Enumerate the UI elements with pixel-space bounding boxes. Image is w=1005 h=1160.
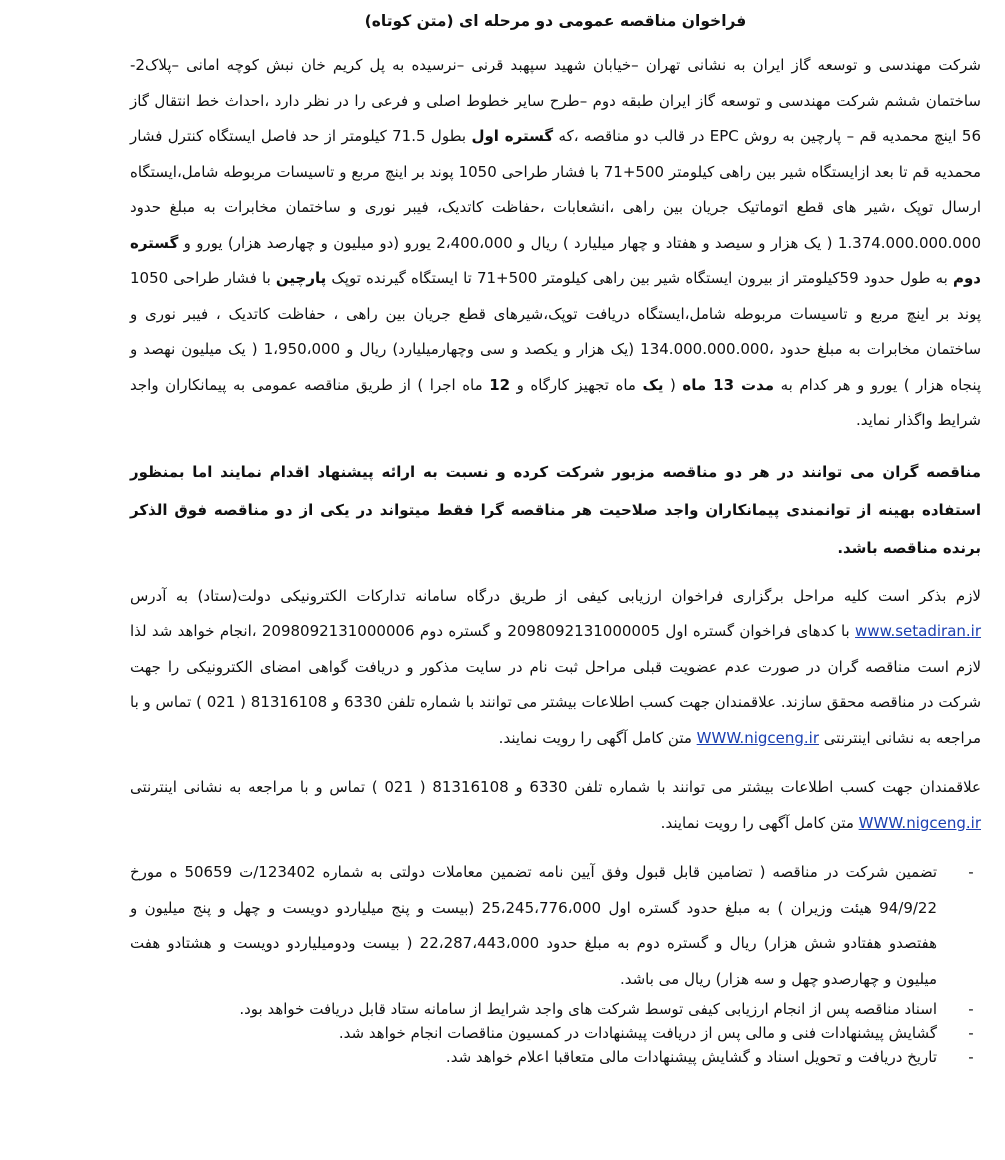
contact-paragraph [130,770,981,841]
intro-bold-parchin: پارچین [275,269,327,287]
list-item [130,855,974,997]
intro-paragraph [130,48,981,439]
list-item-text: گشایش پیشنهادات فنی و مالی پس از دریافت پیشنهادات در کمسیون مناقصات انجام خواهد شد. [338,1024,937,1042]
setad-text: لازم بذکر است کلیه مراحل برگزاری فراخوان ارزیابی کیفی از طریق درگاه سامانه تدارکات الکترونیکی دولت(ستاد) به آدرس [130,586,981,605]
list-bullet: - [968,863,974,881]
list-item [130,1045,974,1069]
nigceng-link[interactable]: WWW.nigceng.ir [696,728,819,747]
setad-text: متن کامل آگهی را رویت نمایند. [498,728,697,747]
intro-text: با فشار طراحی 1050 پوند بر اینچ مربع و تاسیسات مربوطه شامل،ایستگاه دریافت توپک،شیرهای قطع جریان بین راهی ، حفاظت کاتدیک ، فیبر نوری و ساختمان مخابرات به مبلغ حدود ،134.000.000.000 (یک هزار و یکصد و سی وچهارمیلیارد) ریال و 1،950،000 ( یک میلیون نهصد و پنجاه هزار ) یورو و هر کدام به [130,269,982,394]
setadiran-link[interactable]: www.setadiran.ir [855,622,982,640]
list-item [130,1021,974,1045]
intro-bold-twelve: 12 [489,375,511,394]
intro-text: بطول 71.5 کیلومتر از حد فاصل ایستگاه کنترل فشار محمدیه قم تا بعد ازایستگاه شیر بین راهی کیلومتر 500+71 با فشار طراحی 1050 پوند بر اینچ مربع و تاسیسات مربوطه شامل،ایستگاه ارسال توپک ،شیر های قطع اتوماتیک جریان بین راهی ،انشعابات ،حفاظت کاتدیک، فیبر نوری و ساختمان مخابرات به مبلغ حدود 1.374.000.000.000 ( یک هزار و سیصد و هفتاد و چهار میلیارد ) ریال و 2،400،000 یورو (دو میلیون و چهارصد هزار) یورو و [130,127,981,252]
intro-text: ماه اجرا ) از طریق مناقصه عمومی به پیمانکاران واجد شرایط واگذار نماید. [130,375,981,429]
intro-text: شرکت مهندسی و توسعه گاز ایران به نشانی تهران –خیابان شهید سپهبد قرنی –نرسیده به پل کریم خان نبش کوچه امانی –پلاک2- ساختمان ششم شرکت مهندسی و توسعه گاز ایران طبقه دوم –طرح سایر خطوط اصلی و فرعی را در نظر دارد ،احداث خط انتقال گاز 56 اینچ محمدیه قم – پارچین به روش EPC در قالب دو مناقصه ،که [130,56,981,145]
list-item-text: تضمین شرکت در مناقصه ( تضامین قابل قبول وفق آیین نامه تضمین معاملات دولتی به شماره 123402/ت 50659 ه مورخ 94/9/22 هیئت وزیران ) به مبلغ حدود گستره اول 25،245،776،000 (بیست و پنج میلیاردو دویست و چهل و پنج میلیون و هفتصدو هفتادو شش هزار) ریال و گستره دوم به مبلغ حدود 22،287،443،000 ( بیست ودومیلیاردو دویست و هشتادو هفت میلیون و چهارصدو چهل و سه هزار) ریال می باشد. [130,863,937,988]
intro-text: ( [663,375,683,394]
list-bullet: - [968,1024,974,1042]
conditions-list [130,855,981,1069]
setad-text: با کدهای فراخوان گستره اول 2098092131000005 و گستره دوم 2098092131000006 ،انجام خواهد شد لذا لازم است مناقصه گران در صورت عدم عضویت قبلی مراحل ثبت نام در سایت مذکور و دریافت گواهی امضای الکترونیکی را جهت شرکت در مناقصه محقق سازند. علاقمندان جهت کسب اطلاعات بیشتر می توانند با شماره تلفن 6330 و 81316108 ( 021 ) تماس و با مراجعه به نشانی اینترنتی [130,622,982,747]
contact-text: متن کامل آگهی را رویت نمایند. [660,813,859,832]
nigceng-link[interactable]: WWW.nigceng.ir [858,813,981,832]
list-bullet: - [968,1048,974,1066]
bidder-note-paragraph: مناقصه گران می توانند در هر دو مناقصه مزبور شرکت کرده و نسبت به ارائه پیشنهاد اقدام نمایند اما بمنظور استفاده بهینه از توانمندی پیمانکاران واجد صلاحیت هر مناقصه گرا فقط میتواند در یکی از دو مناقصه فوق الذکر برنده مناقصه باشد. [130,462,981,557]
list-bullet: - [968,1000,974,1018]
intro-text: ماه تجهیز کارگاه و [510,375,643,394]
intro-text: به طول حدود 59کیلومتر از بیرون ایستگاه شیر بین راهی کیلومتر 500+71 تا ایستگاه گیرنده توپک [326,269,953,287]
list-item [130,997,974,1021]
contact-text: علاقمندان جهت کسب اطلاعات بیشتر می توانند با شماره تلفن 6330 و 81316108 ( 021 ) تماس و با مراجعه به نشانی اینترنتی [130,778,982,796]
intro-bold-one: یک [642,375,664,394]
setad-paragraph [130,579,981,757]
intro-bold-duration: مدت 13 ماه [682,375,775,394]
intro-bold-scope-one: گستره اول [471,127,554,145]
intro-bold-scope-two: گستره دوم [130,233,981,287]
list-item-text: تاریخ دریافت و تحویل اسناد و گشایش پیشنهادات مالی متعاقبا اعلام خواهد شد. [445,1048,937,1066]
list-item-text: اسناد مناقصه پس از انجام ارزیابی کیفی توسط شرکت های واجد شرایط از سامانه ستاد قابل دریافت خواهد بود. [239,1000,937,1018]
page-title: فراخوان مناقصه عمومی دو مرحله ای (متن کوتاه) [364,12,747,30]
